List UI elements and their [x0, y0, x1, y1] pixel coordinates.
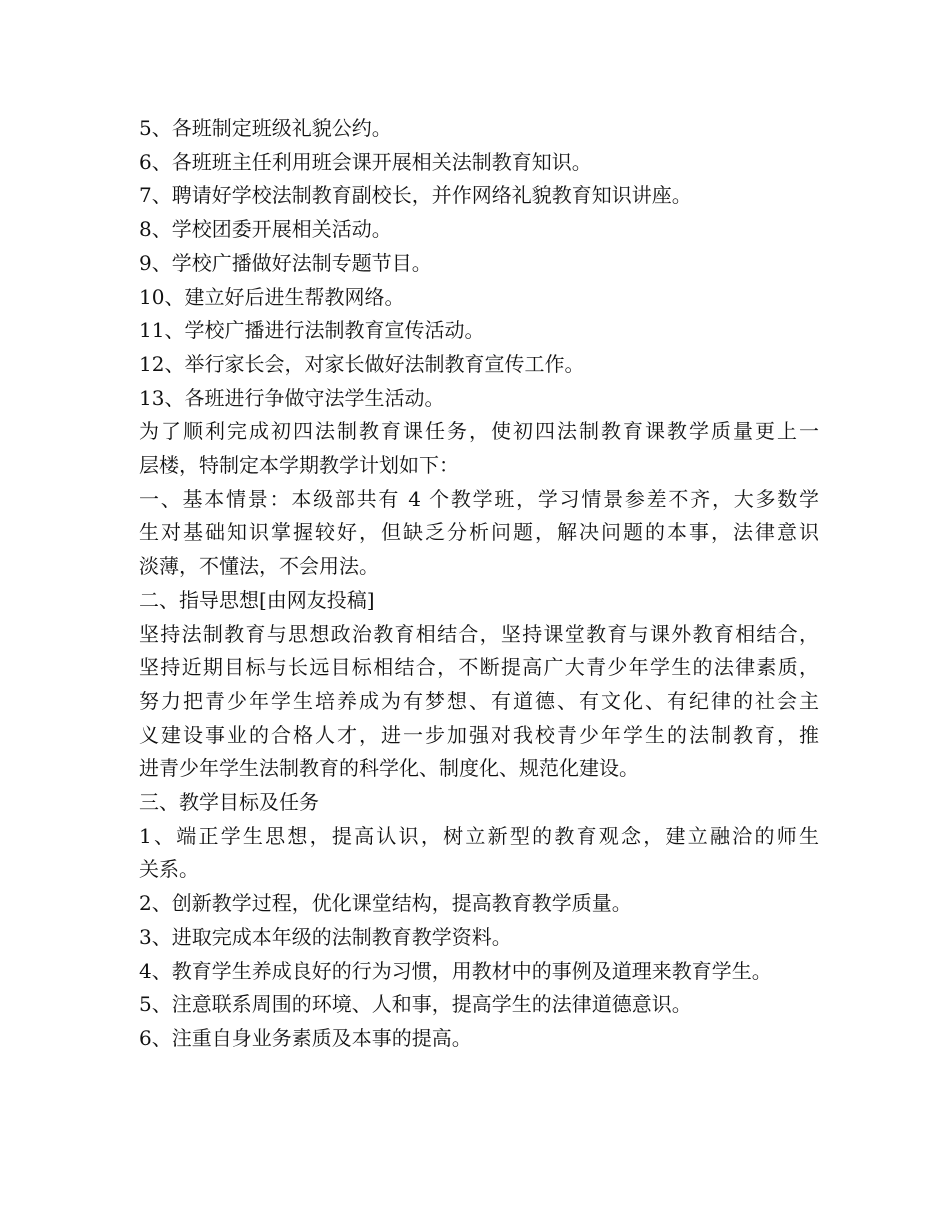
- text-line: 义建设事业的合格人才，进一步加强对我校青少年学生的法制教育，推: [139, 722, 819, 747]
- text-line: 努力把青少年学生培养成为有梦想、有道德、有文化、有纪律的社会主: [139, 688, 819, 713]
- text-line: 生对基础知识掌握较好，但缺乏分析问题，解决问题的本事，法律意识: [139, 520, 819, 545]
- text-line: 为了顺利完成初四法制教育课任务，使初四法制教育课教学质量更上一: [139, 419, 819, 444]
- text-line: 坚持法制教育与思想政治教育相结合，坚持课堂教育与课外教育相结合，: [139, 621, 819, 646]
- text-line: 6、各班班主任利用班会课开展相关法制教育知识。: [139, 149, 592, 174]
- text-line: 11、学校广播进行法制教育宣传活动。: [139, 318, 485, 343]
- text-line: 10、建立好后进生帮教网络。: [139, 284, 405, 309]
- text-line: 淡薄，不懂法，不会用法。: [139, 554, 379, 579]
- text-line: 坚持近期目标与长远目标相结合，不断提高广大青少年学生的法律素质，: [139, 655, 819, 680]
- text-line: 4、教育学生养成良好的行为习惯，用教材中的事例及道理来教育学生。: [139, 958, 772, 983]
- text-line: 关系。: [139, 857, 199, 882]
- text-line: 13、各班进行争做守法学生活动。: [139, 385, 445, 410]
- text-line: 层楼，特制定本学期教学计划如下：: [139, 453, 459, 478]
- text-line: 6、注重自身业务素质及本事的提高。: [139, 1025, 472, 1050]
- text-line: 1、端正学生思想，提高认识，树立新型的教育观念，建立融洽的师生: [139, 823, 819, 848]
- text-line: 9、学校广播做好法制专题节目。: [139, 250, 432, 275]
- text-line: 2、创新教学过程，优化课堂结构，提高教育教学质量。: [139, 891, 632, 916]
- document-body: [139, 112, 819, 1056]
- text-line: 5、注意联系周围的环境、人和事，提高学生的法律道德意识。: [139, 992, 692, 1017]
- text-line: 8、学校团委开展相关活动。: [139, 217, 392, 242]
- text-line: 12、举行家长会，对家长做好法制教育宣传工作。: [139, 351, 585, 376]
- text-line: 进青少年学生法制教育的科学化、制度化、规范化建设。: [139, 756, 639, 781]
- text-line: 一、基本情景：本级部共有 4 个教学班，学习情景参差不齐，大多数学: [139, 486, 819, 511]
- text-line: 7、聘请好学校法制教育副校长，并作网络礼貌教育知识讲座。: [139, 183, 692, 208]
- text-line: 二、指导思想[由网友投稿]: [139, 587, 375, 612]
- text-line: 3、进取完成本年级的法制教育教学资料。: [139, 924, 512, 949]
- text-line: 三、教学目标及任务: [139, 790, 319, 815]
- text-line: 5、各班制定班级礼貌公约。: [139, 116, 392, 140]
